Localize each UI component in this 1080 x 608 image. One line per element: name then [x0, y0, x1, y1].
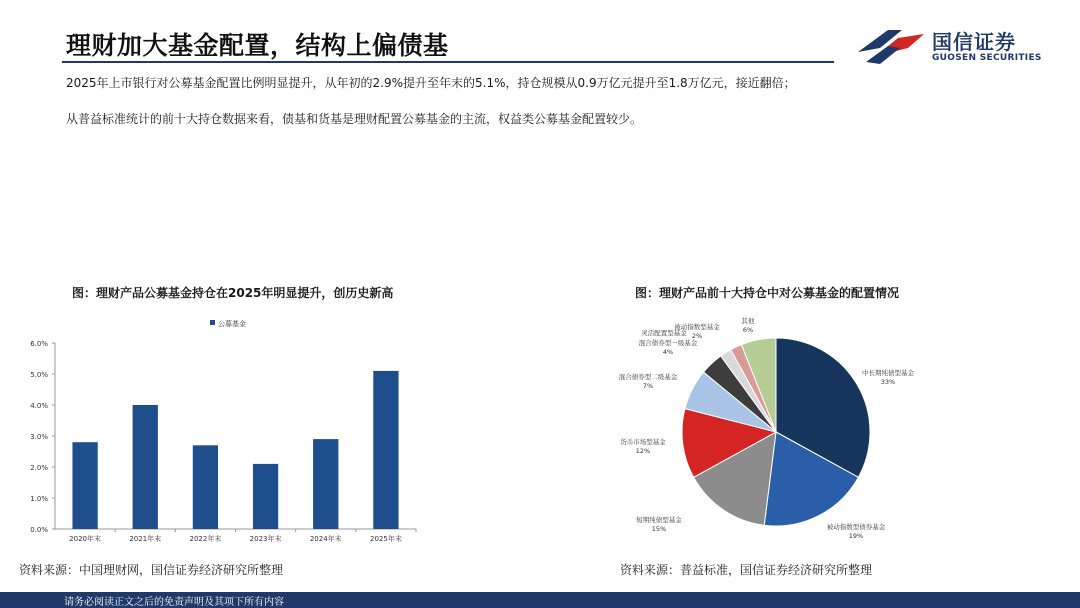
y-tick-label: 0.0% [30, 526, 48, 534]
pie-slice-label: 混合债券型一级基金 [638, 339, 698, 347]
y-tick-label: 4.0% [30, 402, 48, 410]
x-tick-label: 2023年末 [249, 535, 282, 543]
logo-chinese-name: 国信证券 [932, 30, 1016, 54]
pie-slice-percent: 12% [635, 447, 651, 455]
pie-chart [540, 305, 1080, 555]
pie-chart-source: 资料来源：普益标准，国信证券经济研究所整理 [620, 563, 873, 577]
x-tick-label: 2024年末 [309, 535, 342, 543]
pie-slice-percent: 7% [642, 382, 654, 390]
y-tick-label: 2.0% [30, 464, 48, 472]
footer-bar [0, 592, 1080, 608]
y-tick-label: 5.0% [30, 371, 48, 379]
pie-slice-percent: 19% [848, 532, 864, 540]
pie-slice-label: 中长期纯债型基金 [862, 369, 914, 377]
pie-slice-percent: 2% [691, 332, 703, 340]
pie-slice-percent: 15% [651, 525, 667, 533]
bar [373, 371, 398, 529]
x-tick-label: 2025年末 [370, 535, 402, 543]
pie-slice-label: 被动指数型基金 [674, 323, 720, 331]
y-tick-label: 3.0% [30, 433, 48, 441]
bar [193, 445, 218, 529]
logo-english-name: GUOSEN SECURITIES [932, 53, 1042, 63]
y-tick-label: 6.0% [30, 340, 48, 348]
pie-slice-label: 被动指数型债券基金 [826, 523, 886, 531]
pie-slice-label: 混合债券型二级基金 [618, 373, 678, 381]
bar [72, 442, 97, 529]
pie-chart-title: 图：理财产品前十大持仓中对公募基金的配置情况 [635, 286, 900, 300]
company-logo [858, 24, 1042, 68]
page-title: 理财加大基金配置，结构上偏债基 [66, 31, 449, 60]
x-tick-label: 2020年末 [69, 535, 101, 543]
x-tick-label: 2022年末 [189, 535, 222, 543]
bar [253, 464, 278, 529]
pie-slice-label: 其他 [741, 317, 755, 325]
summary-paragraph-2: 从普益标准统计的前十大持仓数据来看，债基和货基是理财配置公募基金的主流，权益类公募基金配置较少。 [66, 112, 643, 126]
bar [133, 405, 158, 529]
legend-swatch [210, 320, 215, 325]
bar-chart-title: 图：理财产品公募基金持仓在2025年明显提升，创历史新高 [72, 286, 394, 300]
pie-slice-label: 灵活配置型基金 [641, 329, 687, 337]
guosen-logo-icon [858, 26, 924, 66]
bar [313, 439, 338, 529]
summary-paragraph-1: 2025年上市银行对公募基金配置比例明显提升，从年初的2.9%提升至年末的5.1%，持仓规模从0.9万亿元提升至1.8万亿元，接近翻倍； [66, 76, 796, 90]
pie-slice-label: 货币市场型基金 [620, 438, 666, 446]
pie-slice-percent: 33% [880, 378, 896, 386]
pie-slice-percent: 4% [662, 348, 674, 356]
title-underline [62, 61, 834, 63]
y-tick-label: 1.0% [30, 495, 48, 503]
pie-slice-percent: 6% [742, 326, 754, 334]
pie-slice-label: 短期纯债型基金 [636, 516, 682, 524]
x-tick-label: 2021年末 [129, 535, 162, 543]
legend-label: 公募基金 [218, 320, 246, 328]
bar-chart-source: 资料来源：中国理财网，国信证券经济研究所整理 [19, 563, 284, 577]
footer-disclaimer: 请务必阅读正文之后的免责声明及其项下所有内容 [64, 597, 284, 608]
bar-chart [0, 305, 540, 555]
